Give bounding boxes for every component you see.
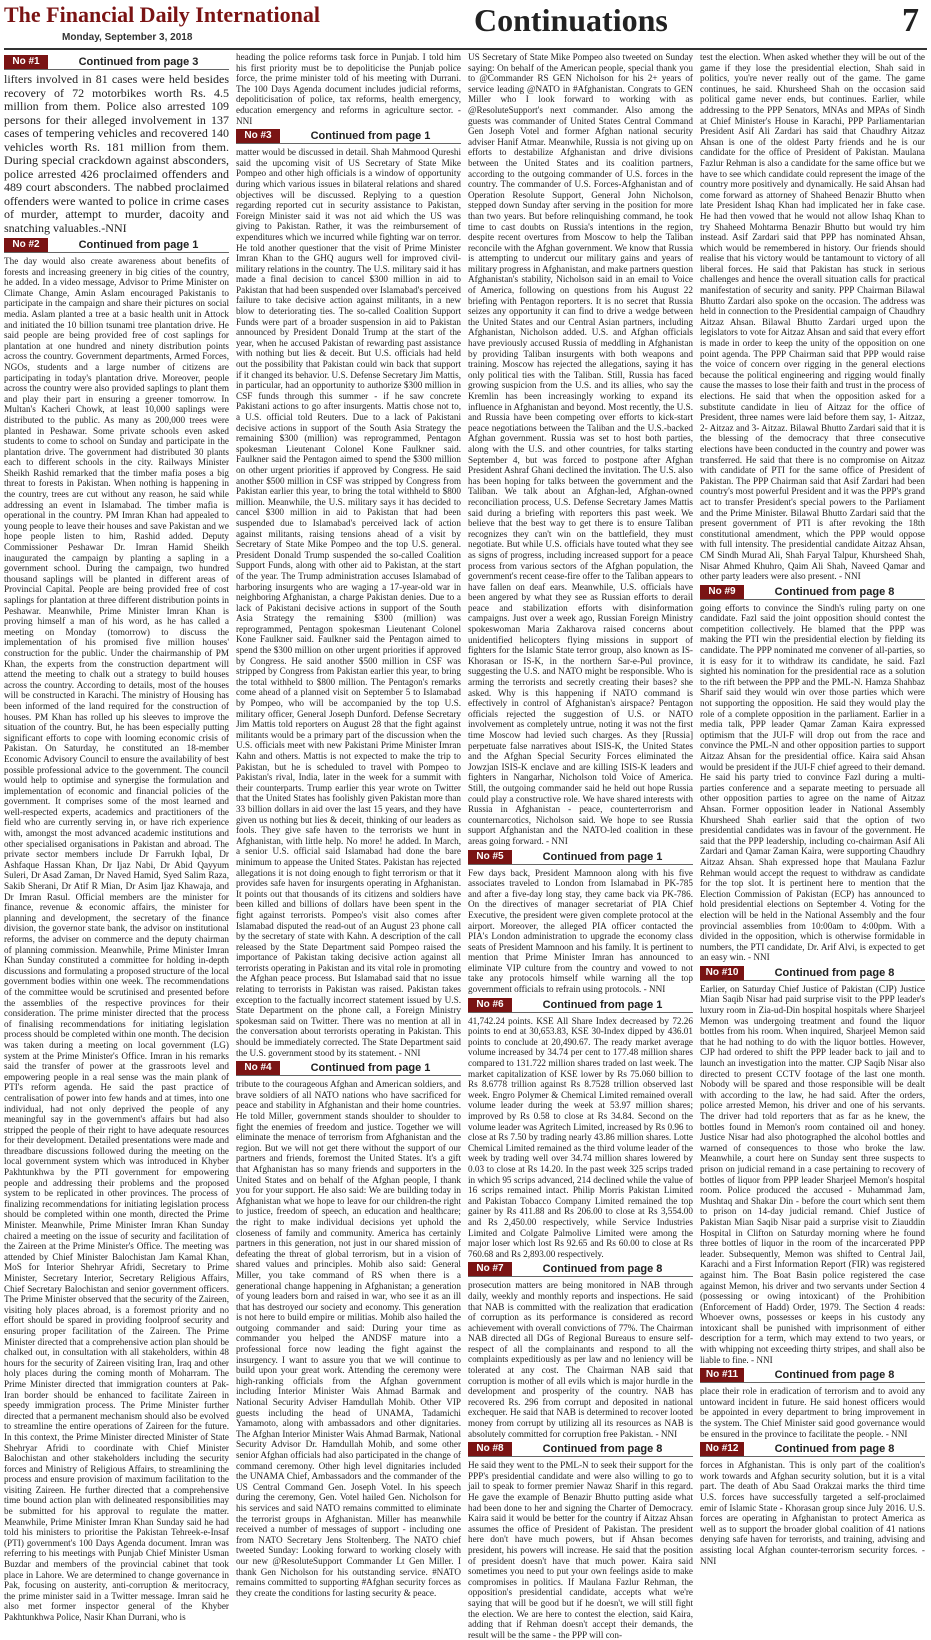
continuation-header	[700, 966, 925, 981]
masthead-rule	[4, 48, 927, 50]
continuation-header	[468, 1442, 693, 1457]
article-text: forces in Afghanistan. This is only part of the coalition's work towards and Afghan security solution, but it is a vital part. The death of Abu Saad Orakzai marks the third time U.S. forces have successfully targeted a self-proclaimed emir of Islamic State - Khorasan group since July 2016. U.S. forces are operating in Afghanistan to protect America as well as to support the broader global coalition of 41 nations denying safe haven for terrorists, and training, advising and assisting local Afghan counter-terrorism security forces. - NNI	[700, 1460, 925, 1566]
article-text: 41,742.24 points. KSE All Share Index decreased by 72.26 points to end at 30,653.83, KSE 30-Index dipped by 436.01 points to conclude at 20,490.67. The ready market average volume increased by 34.74 per cent to 177.48 million shares compared to 131.722 million shares traded on last week. The market capitalization of KSE lower by Rs 75.060 billion to Rs 8.6778 trillion against Rs 8.7528 trillion observed last week. Engro Polymer & Chemical Limited remained overall volume leader during the week at 53.97 million shares; improved by Rs 0.58 to close at Rs 34.84. Second on the volume leader was Agritech Limited, increased by Rs 0.96 to close at Rs 7.50 by trading nearly 43.86 million shares. Lotte Chemical Limited remained as the third volume leader of the week by trading well over 34.74 million shares lowered by 0.03 to close at Rs 14.20. In the past week 325 scrips traded in which 95 scrips advanced, 214 declined while the value of 16 scrips remained intact. Philip Morris Pakistan Limited and Pakistan Tobacco Company Limited remained the top gainer by Rs 411.88 and Rs 206.00 to close at Rs 3,554.00 and Rs 2,450.00 respectively, while Service Industries Limited and Colgate Palmolive Limited were among the major loser which lost Rs 92.65 and Rs 60.00 to close at Rs 760.68 and Rs 2,893.00 respectively.	[468, 1015, 693, 1259]
continuation-title: Continued from page 1	[542, 998, 663, 1011]
continuation-header	[236, 1061, 461, 1076]
continuation-header	[236, 129, 461, 144]
continuation-title: Continued from page 8	[774, 585, 895, 598]
continuation-number: No #2	[4, 238, 48, 252]
column-2	[236, 52, 461, 1598]
continuation-title: Continued from page 8	[774, 1369, 895, 1382]
continuation-number: No #11	[700, 1368, 744, 1382]
continuation-header	[468, 998, 693, 1013]
article-columns	[4, 52, 927, 1640]
column-4	[700, 52, 925, 1566]
page-number: 7	[902, 2, 919, 39]
article-text: heading the police reforms task force in Punjab. I told him his first priority must be to depoliticise the Punjab police force, the prime minister told of his meeting with Durrani. The 100 Days Agenda document includes judicial reforms, depoliticisation of police, tax reforms, health emergency, education emergency and reforms in agriculture sector. - NNI	[236, 52, 461, 126]
continuation-number: No #1	[4, 55, 48, 69]
article-text: going efforts to convince the Sindh's ruling party on one candidate. Fazl said the joint opposition should contest the competition collectively. He blamed that the PPP was making the PTI win the presidential election by fielding its candidate. The PPP nominated me convener of all-parties, so it is easy for it to withdraw its candidate, he said. Fazl sighted his nomination for the presidential race as a solution to the rift between the PPP and the PML-N. Hamza Shahbaz Sharif said they would win over those parties which were not supporting the opposition. He said they would play the role of a complete opposition in the parliament. Earlier in a media talk, PPP leader Qamar Zaman Kaira expressed optimism that the JUI-F will drop out from the race and convince the PML-N and other opposition parties to support Aitzaz Ahsan for the presidential office. Kaira said Ahsan would be president if the JUI-F chief agreed to their demand. He said his party tried to convince Fazl during a multi-parties conference and a separate meeting to persuade all other opposition parties to agree on the name of Aitzaz Ahsan. Former opposition leader in National Assembly Khursheed Shah earlier said that the option of two presidential candidates was in favour of the government. He said that the PPP leadership, including co-chairman Asif Ali Zardari and Qamar Zaman Kaira, were supporting Chaudhry Aitzaz Ahsan. Shah expressed hope that Maulana Fazlur Rehman would accept the request to withdraw as candidate for the top slot. It is pertinent here to mention that the Election Commission of Pakistan (ECP) has announced to hold presidential elections on September 4. Voting for the election will be held in the National Assembly and the four provincial assemblies from 10:00am to 4:00pm. With a divided in the opposition, which is otherwise formidable in numbers, the PTI candidate, Dr. Arif Alvi, is expected to get an easy win. - NNI	[700, 602, 925, 963]
continuation-header	[468, 850, 693, 865]
article-text: He said they went to the PML-N to seek their support for the PPP's presidential candidate and were also willing to go to jail to speak to former premier Nawaz Sharif in this regard. He gave the example of Benazir Bhutto putting aside what had been done to her and signing the Charter of Democracy. Kaira said it would be better for the country if Aitzaz Ahsan assumes the office of President of Pakistan. The president here don't have much powers, but if Ahsan becomes president, his powers will increase. He said that the position of president doesn't have that much power. Kaira said sometimes you need to put your own feelings aside to make compromises in politics. If Maulana Fazlur Rehman, the opposition's presidential candidate, accepts what we're saying that will be good but if he doesn't, we will still fight the election. We are here to contest the election, said Kaira, adding that if Rehman doesn't accept their demands, the result will be the same - the PPP will con-	[468, 1460, 693, 1640]
issue-date: Monday, September 3, 2018	[62, 32, 193, 43]
article-text: The day would also create awareness about benefits of forests and increasing greenery in big cities of the country, he added. In a video message, Advisor to Prime Minister on Climate Change, Amin Aslam encouraged Pakistanis to participate in the campaign and share their pictures on social media. Aslam planted a tree at a basic health unit in Attock and initiated the 10 billion tsunami tree plantation drive. He said people are being provided free of cost saplings for plantation at one hundred and ninety distribution points across the country. Government departments, Armed Forces, NGOs, students and a large number of citizens are participating in today's plantation drive. Moreover, people across the country were also provided saplings to plant them and play their part in ensuring a greener tomorrow. In Multan's Kacheri Chowk, at least 10,000 saplings were distributed to the public. As many as 200,000 trees were planted in Peshawar. Some private schools even asked students to come to school on Sunday and participate in the plantation drive. The government had distributed 30 plants each to different schools in the city. Railways Minister Sheikh Rashid remarked that the timber mafia poses a big threat to forests in Pakistan. When nothing is happening in the country, trees are cut without any reason, he said while addressing an event in Islamabad. The timber mafia is operational in the country. PM Imran Khan had appealed to young people to leave their houses and save Pakistan and we hope people listen to him, Rashid added. Deputy Commissioner Peshawar Dr. Imran Hamid Sheikh inaugurated the campaign by planting a sapling in a government school. During the campaign, two hundred thousand saplings will be planted in different areas of Provincial Capital. People are being provided free of cost saplings for plantation at three different distribution points in Peshawar. Meanwhile, Prime Minister Imran Khan is proving himself a man of his word, as he has called a meeting on Monday (tomorrow) to discuss the implementation of his promised five million houses' construction for the public. Under the chairmanship of PM Khan, the experts from the construction department will attend the meeting to chalk out a strategy to build houses across the country. According to details, most of the houses will be constructed in Karachi. The ministry of Housing has been informed of the land required for the construction of houses. PM Khan has rolled up his sleeves to improve the situation of the country. But, he has been especially putting significant efforts to cope with looming economic crisis of Pakistan. On Saturday, he constituted an 18-member Economic Advisory Council to ensure the availability of best possible professional advice to the government. The council would help to optimise and synergise the formulation and implementation of economic and financial policies of the government. It comprises some of the most learned and well-respected experts, academics and practitioners of the field who are currently serving in, or have rich experience with, amongst the most advanced academic institutions and other specialised organisations in Pakistan and abroad. The private sector members include Dr Farrukh Iqbal, Dr Ashfaque Hassan Khan, Dr Ijaz Nabi, Dr Abid Qayyum Suleri, Dr Asad Zaman, Dr Naved Hamid, Syed Salim Raza, Sakib Sherani, Dr Atif R Mian, Dr Asim Ijaz Khawaja, and Dr Imran Rasul. Official members are the minister for finance, revenue & economic affairs, the minister for planning and development, the secretary of the finance division, the governor state bank, the advisor on institutional reforms, the adviser on commerce and the deputy chairman of planning commission. Meanwhile, Prime Minister Imran Khan Sunday constituted a committee for holding in-depth discussions and formulating a proposed structure of the local government bodies within one week. The recommendations of the committee would be scrutinised and presented before the assemblies of the respective provinces for their consideration. The prime minister directed that the process of finalising recommendations for initiating legislation process should be completed within one month. The decision was taken during a meeting on local government (LG) system at the Prime Minister's Office. Imran in his remarks said the transfer of power at the grassroots level and empowering people in a real sense was the main plank of PTI's reform agenda. He said the past practice of centralisation of power into few hands and at times, into one individual, had not only deprived the people of any meaningful say in the government's affairs but had also stripped the people of their right to have adequate resources for their development. Detailed presentations were made and threadbare discussions followed during the meeting on the local government system which was introduced in Khyber Pakhtunkhwa by the PTI government for empowering people and addressing their problems and the proposed system to be replicated in other provinces. The process of finalizing recommendations for initiating legislation process should be completed within one month, directed the Prime Minister. Meanwhile, Prime Minister Imran Khan Sunday chaired a meeting on the issue of security and facilitation of the Zaireen at the Prime Minister's Office. The meeting was attended by Chief Minister Balochistan Jam Kamal Khan, MoS for Interior Shehryar Afridi, Secretary to Prime Minister, Secretary Interior, Secretary Religious Affairs, Chief Secretary Balochistan and senior government officers. The Prime Minister observed that the security of the Zaireen, visiting holy places abroad, is a foremost priority and no effort should be spared in providing foolproof security and ensuring proper facilitation of the Zaireen. The Prime Minister directed that a comprehensive action plan should be chalked out, in consultation with all stakeholders, within 48 hours for the security of Zaireen visiting Iran, Iraq and other holy places during the coming month of Moharram. The Prime Minister directed that immigration counters at Pak-Iran border should be enhanced to facilitate Zaireen in speedy immigration process. The Prime Minister further directed that a permanent mechanism should also be evolved to streamline the entire operations of Zaireen for the future. In this context, the Prime Minister directed Minister of State Shehryar Afridi to coordinate with Chief Minister Balochistan and other stakeholders including the security forces and Ministry of Religious Affairs, to streamlining the process and ensure provision of maximum facilitation to the visiting Zaireen. He further directed that a comprehensive time bound action plan with delineated responsibilities may be submitted for his approval to regulate the matter. Meanwhile, Prime Minister Imran Khan Sunday said he had told his ministers to prioritise the Pakistan Tehreek-e-Insaf (PTI) government's 100 Days Agenda document. Imran was referring to his meetings with Punjab Chief Minister Usman Buzdar and members of the provincial cabinet that took place in Lahore. We are determined to change governance in Pak, focusing on austerity, anti-corruption & meritocracy, the prime minister said in a Twitter message. Imran said he also met former inspector general of the Khyber Pakhtunkhwa Police, Nasir Khan Durrani, who is	[4, 256, 229, 1622]
article-text: prosecution matters are being monitored in NAB through daily, weekly and monthly reports and inspections. He said that NAB is committed with the realization that eradication of corruption as its performance is considered as record achievement with overall convictions of 77%. The Chairman NAB directed all DGs of Regional Bureaus to ensure self-respect of all the complainants and respond to all the complaints expeditiously as per law and no leniency will be tolerated at any cost. The Chairman NAB said that corruption is mother of all evils which is major hurdle in the development and prosperity of the country. NAB has recovered Rs. 296 from corrupt and deposited in national exchequer. He said that NAB is determined to recover looted money from corrupt by utilizing all its resources as NAB is absolutely committed for corruption free Pakistan. - NNI	[468, 1280, 693, 1439]
continuation-title: Continued from page 8	[774, 966, 895, 979]
article-text: tribute to the courageous Afghan and American soldiers, and brave soldiers of all NATO nations who have sacrificed for peace and stability in Afghanistan and their home countries. He told Miller, government stands shoulder to shoulder to fight the enemies of freedom and justice. Together we will eliminate the menace of terrorism from Afghanistan and the region. But we will not get there without the support of our partners and friends, foremost the United States. It's a gift that Afghanistan has so many friends and supporters in the United States and on behalf of the Afghan people, I thank you for your support. He also said: We are building today in Afghanistan what we hope to leave for our children-the right to justice, freedom of speech, an education and healthcare; the right to make individual decisions yet uphold the closeness of family and community. America has certainly partners in this generation, not just in our shared mission of defeating the threat of global terrorism, but in a vision of shared values and principles. Mohib also said: General Miller, you take command of RS when there is a generational change happening in Afghanistan; a generation of young leaders born and raised in war, who see it as an ill that has destroyed our society and economy. This generation is not here to build empire or militias. Mohib also hailed the outgoing commander and said: During your time as commander you helped the ANDSF mature into a professional force now leading the fight against the insurgency. I want to assure you that we will continue to build upon your great work. Attending the ceremony were high-ranking officials from the Afghan government including Interior Minister Wais Ahmad Barmak and National Security Adviser Hamdullah Mohib. Other VIP guests including the head of UNAMA, Tadamichi Yamamoto, along with ambassadors and other dignitaries. The Afghan Interior Minister Wais Ahmad Barmak, National Security Advisor Dr. Hamdullah Mohib, and some other senior Afghan officials had also participated in the change of command ceremony. Other high level dignitaries included the UNAMA Chief, Ambassadors and the commander of the US Central Command Gen. Joseph Votel. In his speech during the ceremony, Gen. Votel hailed Gen. Nicholson for his services and said NATO remains committed to eliminate the terrorist groups in Afghanistan. Miller has meanwhile received a number of messages of support - including one from NATO Secretary Jens Stoltenberg. The NATO chief tweeted Sunday: Looking forward to working closely with our new @ResoluteSupport Commander Lt Gen Miller. I thank Gen Nicholson for his outstanding service. #NATO remains committed to supporting #Afghan security forces as they create the conditions for lasting security & peace.	[236, 1079, 461, 1598]
article-text: matter would be discussed in detail. Shah Mahmood Qureshi said the upcoming visit of US Secretary of State Mike Pompeo and other high officials is a window of opportunity during which various issues in bilateral relations and shared objectives will be discussed. Replying to a question regarding reported cut in security assistance to Pakistan, Foreign Minister said it was not aid which the US was giving to Pakistan. Rather, it was the reimbursement of expenditures which we incurred while fighting war on terror. He told another questioner that the visit of Prime Minister Imran Khan to the GHQ augurs well for improved civil-military relations in the country. The U.S. military said it has made a final decision to cancel $300 million in aid to Pakistan that had been suspended over Islamabad's perceived failure to take decisive action against militants, in a new blow to deteriorating ties. The so-called Coalition Support Funds were part of a broader suspension in aid to Pakistan announced by President Donald Trump at the start of the year, when he accused Pakistan of rewarding past assistance with nothing but lies & deceit. But U.S. officials had held out the possibility that Pakistan could win back that support if it changed its behavior. U.S. Defense Secretary Jim Mattis, in particular, had an opportunity to authorize $300 million in CSF funds through this summer - if he saw concrete Pakistani actions to go after insurgents. Mattis chose not to, a U.S. official told Reuters. Due to a lack of Pakistani decisive actions in support of the South Asia Strategy the remaining $300 (million) was reprogrammed, Pentagon spokesman Lieutenant Colonel Kone Faulkner said. Faulkner said the Pentagon aimed to spend the $300 million on other urgent priorities if approved by Congress. He said another $500 million in CSF was stripped by Congress from Pakistan earlier this year, to bring the total withheld to $800 million. Meanwhile, the U.S. military says it has decided to cancel $300 million in aid to Pakistan that had been suspended due to Islamabad's perceived lack of action against militants, raising tensions ahead of a visit by Secretary of State Mike Pompeo and the top U.S. general. President Donald Trump suspended the so-called Coalition Support Funds, along with other aid to Pakistan, at the start of the year. The Trump administration accuses Islamabad of harboring insurgents who are waging a 17-year-old war in neighboring Afghanistan, a charge Pakistan denies. Due to a lack of Pakistani decisive actions in support of the South Asia Strategy the remaining $300 (million) was reprogrammed, Pentagon spokesman Lieutenant Colonel Kone Faulkner said. Faulkner said the Pentagon aimed to spend the $300 million on other urgent priorities if approved by Congress. He said another $500 million in CSF was stripped by Congress from Pakistan earlier this year, to bring the total withheld to $800 million. The Pentagon's remarks come ahead of a planned visit on September 5 to Islamabad by Pompeo, who will be accompanied by the top U.S. military officer, General Joseph Dunford. Defense Secretary Jim Mattis told reporters on August 28 that the fight against militants would be a primary part of the discussion when the U.S. officials meet with new Pakistani Prime Minister Imran Kahn and others. Mattis is not expected to make the trip to Pakistan, but he is scheduled to travel with Pompeo to Pakistan's rival, India, later in the week for a summit with their counterparts. Trump earlier this year wrote on Twitter that the United States has foolishly given Pakistan more than 33 billion dollars in aid over the last 15 years, and they have given us nothing but lies & deceit, thinking of our leaders as fools. They give safe haven to the terrorists we hunt in Afghanistan, with little help. No more! he added. In March, a senior U.S. official said Islamabad had done the bare minimum to appease the United States. Pakistan has rejected allegations it is not doing enough to fight terrorism or that it provides safe haven for insurgents operating in Afghanistan. It points out that thousands of its citizens and soldiers have been killed and billions of dollars have been spent in the fight against terrorists. Pompeo's visit also comes after Islamabad disputed the read-out of an August 23 phone call by the secretary of state with Kahn. A description of the call released by the State Department said Pompeo raised the importance of Pakistan taking decisive action against all terrorists operating in Pakistan and its vital role in promoting the Afghan peace process. But Islamabad said that no issue relating to terrorists in Pakistan was raised. Pakistan takes exception to the factually incorrect statement issued by U.S. State Department on the phone call, a Foreign Ministry spokesman said on Twitter. There was no mention at all in the conversation about terrorists operating in Pakistan. This should be immediately corrected. The State Department said the U.S. government stood by its statement. - NNI	[236, 147, 461, 1058]
publication-title: The Financial Daily International	[4, 2, 320, 27]
continuation-title: Continued from page 1	[310, 1062, 431, 1075]
continuation-header	[4, 55, 229, 70]
continuation-header	[4, 238, 229, 253]
continuation-title: Continued from page 8	[774, 1443, 895, 1456]
continuation-number: No #4	[236, 1061, 280, 1075]
continuation-title: Continued from page 3	[78, 56, 199, 68]
continuation-title: Continued from page 8	[542, 1443, 663, 1456]
column-3	[468, 52, 693, 1640]
article-text: test the election. When asked whether they will be out of the game if they lose the presidential election, Shah said in politics, you're never really out of the game. The game continues, he said. Khursheed Shah on the occasion said political game never ends, but continues. Earlier, while addressing to the PPP Senators, MNAs and MPAs of Sindh at Chief Minister's House in Karachi, PPP Parliamentarian President Asif Ali Zardari has said that Chaudhry Aitzaz Ahsan is one of the oldest Party friends and he is our candidate for the office of President of Pakistan. Maulana Fazlur Rehman is also a candidate for the same office but we have to see which candidate could represent the image of the country more positively and dynamically. He said Ahsan had come forward as attorney of Shaheed Benazir Bhutto when late President Ishaq Khan had implicated her in fake case. He had then vowed that he would not allow Ishaq Khan to try Shaheed Mohtarma Benazir Bhutto but would try him instead. Asif Zardari said that PPP has nominated Ahsan, which would be remembered in history. Our friends should realise that his victory would be tantamount to victory of all liberal forces. He said that Pakistan has stuck in serious challenges and hence the overall situation calls for practical manifestation of security and sanity. PPP Chairman Bilawal Bhutto Zardari also spoke on the occasion. The address was held in connection to the Presidential campaign of Chaudhry Aitzaz Ahsan. Bilawal Bhutto Zardari urged upon the legislators to vote for Aitzaz Ahsan and said that every effort is made in order to keep the unity of the opposition on one point agenda. The PPP Chairman said that PPP would raise the voice of concern over rigging in the general elections because the political engineering and rigging would finally cause the masses to lose their faith and trust in the process of elections. He said that when the opposition asked for a substitute candidate in lieu of Aitzaz for the office of President, three names were laid before them say, 1- Aitzaz, 2- Aitzaz and 3- Aitzaz. Bilawal Bhutto Zardari said that it is the blessing of the democracy that three consecutive elections have been conducted in the country and power was transferred. He said that there is no compromise on Aitzaz with candidate of PTI for the same office of President of Pakistan. The PPP Chairman said that Asif Zardari had been country's most powerful President and it was the PPP's grand act to transfer President's special powers to the Parliament and the Prime Minister. Bilawal Bhutto Zardari said that the present government of PTI is after revoking the 18th constitutional amendment, which the PPP would oppose with full intensity. The presidential candidate Aitzaz Ahsan, CM Sindh Murad Ali, Shah Faryal Talpur, Khursheed Shah, Nisar Ahmed Khuhro, Qaim Ali Shah, Naveed Qamar and other party leaders were also present. - NNI	[700, 52, 925, 582]
continuation-number: No #9	[700, 585, 744, 599]
column-1	[4, 52, 229, 1622]
continuation-number: No #3	[236, 129, 280, 143]
continuation-title: Continued from page 1	[542, 850, 663, 863]
continuation-title: Continued from page 1	[78, 239, 199, 251]
continuation-number: No #12	[700, 1442, 744, 1456]
continuation-header	[700, 1442, 925, 1457]
article-text: Few days back, President Mamnoon along with his five associates traveled to London from Islamabad in PK-785 and after a five-day long stay, they came back via PK-786. On the directives of manager secretariat of PIA Chief Executive, the president were given complete protocol at the airport. Moreover, the alleged PIA officer contacted the PIA's London administration to upgrade the economy class seats of President Mamnoon and his family. It is pertinent to mention that Prime Minister Imran has announced to eliminate VIP culture from the country and vowed to not take any protocols himself while warning all the top government officials to refrain using protocols. - NNI	[468, 867, 693, 995]
continuation-number: No #6	[468, 998, 512, 1012]
article-text: Earlier, on Saturday Chief Justice of Pakistan (CJP) Justice Mian Saqib Nisar had paid surprise visit to the PPP leader's luxury room in Zia-ud-Din hospital hospitals where Sharjeel Memon was undergoing treatment and found the liquor bottles from his room. When inquired, Sharjeel Memon said that he had nothing to do with the liquor bottles. However, CJP had ordered to shift the PPP leader back to jail and to launch an investigation into the matter. CJP Saqib Nisar also directed to present CCTV footage of the last one month. Nobody will be spared and those responsible will be dealt with according to the law, he had said. After the orders, police arrested Memon, his driver and one of his servants. The driver had told reporters that as far as he knew, the bottles found in Memon's room contained oil and honey. Justice Nisar had also photographed the alcohol bottles and warned of consequences to those who broke the law. Meanwhile, a court here on Sunday sent three suspects to prison on judicial remand in a case pertaining to recovery of bottles of liquor from PPP leader Sharjeel Memon's hospital room. Police produced the accused - Muhammad Jam, Mushtaq and Shakar Din - before the court which sent them to prison on 14-day judicial remand. Chief Justice of Pakistan Mian Saqib Nisar paid a surprise visit to Ziauddin Hospital in Clifton on Saturday morning where he found three bottles of liquor in the room of the incarcerated PPP leader. Subsequently, Memon was shifted to Central Jail, Karachi and a First Information Report (FIR) was registered against him. The Boat Basin police registered the case against Memon, his driver and two servants under Section 4 (possessing or owing intoxicant) of the Prohibition (Enforcement of Hadd) Order, 1979. The Section 4 reads: Whoever owns, possesses or keeps in his custody any intoxicant shall be punished with imprisonment of either description for a term, which may extend to two years, or with whipping not exceeding thirty stripes, and shall also be liable to fine. - NNI	[700, 983, 925, 1365]
section-title: Continuations	[474, 2, 668, 38]
continuation-header	[468, 1262, 693, 1277]
continuation-title: Continued from page 1	[310, 130, 431, 143]
continuation-number: No #7	[468, 1262, 512, 1276]
continuation-header	[700, 585, 925, 600]
continuation-number: No #8	[468, 1442, 512, 1456]
continuation-title: Continued from page 8	[542, 1263, 663, 1276]
continuation-number: No #10	[700, 966, 744, 980]
article-text: US Secretary of State Mike Pompeo also tweeted on Sunday saying: On behalf of the American people, special thank you to @Commander RS GEN Nicholson for his 2+ years of service leading @NATO in #Afghanistan. Congrats to GEN Miller who I look forward to working with as @ResoluteSupport's next commander. Also among the guests was commander of United States Central Command Gen Joseph Votel and former Afghan national security adviser Hanif Atmar. Meanwhile, Russia is not giving up on efforts to destabilize Afghanistan and drive divisions between the United States and its coalition partners, according to the outgoing commander of U.S. forces in the country. The commander of U.S. Forces-Afghanistan and of Operation Resolute Support, General John Nicholson, stepped down Sunday after serving in the position for more than two years. But before relinquishing command, he took time to cast doubts on Russia's intentions in the region, despite recent overtures from Moscow to help the Taliban reconcile with the Afghan government. We know that Russia is attempting to undercut our military gains and years of military progress in Afghanistan, and make partners question Afghanistan's stability, Nicholson said in an email to Voice of America, following on questions from his August 22 briefing with Pentagon reporters. It is no secret that Russia seizes any opportunity it can find to drive a wedge between the United States and our Central Asian partners, including Afghanistan, Nicholson added. U.S. and Afghan officials have previously accused Russia of meddling in Afghanistan by providing Taliban insurgents with both weapons and training. Moscow has rejected the allegations, saying it has only political ties with the Taliban. Still, Russia has faced growing suspicion from the U.S. and its allies, who say the Kremlin has been increasingly working to expand its influence in Afghanistan and beyond. Most recently, the U.S. and Russia have been competing over efforts to kick-start peace negotiations between the Taliban and the U.S.-backed Afghan government. Russia was set to host both parties, along with the U.S. and other countries, for talks starting September 4, but was forced to postpone after Afghan President Ashraf Ghani declined the invitation. The U.S. also has been hoping for talks between the government and the Taliban. We talk about an Afghan-led, Afghan-owned reconciliation process, U.S. Defense Secretary James Mattis said during a briefing with reporters this past week. We believe that the best way to get there is to ensure Taliban recognizes they can't win on the battlefield, they must negotiate. But while U.S. officials have touted what they see as signs of progress, including increased support for a peace process from various sectors of the Afghan population, the government's recent cease-fire offer to the Taliban appears to have fallen on deaf ears. Meanwhile, U.S. officials have been angered by what they see as Russian efforts to derail peace and stabilization efforts with disinformation campaigns. Just over a week ago, Russian Foreign Ministry spokeswoman Maria Zakharova raised concerns about unidentified helicopters flying missions in support of fighters for the Islamic State terror group, also known as IS-Khorasan or IS-K, in the northern Sar-e-Pul province, suggesting the U.S. and NATO might be responsible. Who is arming the terrorists and secretly creating their bases? she asked. Why is this happening if NATO command is effectively in control of Afghanistan's airspace? Pentagon officials rejected the suggestion of U.S. or NATO involvement as completely untrue, noting it was not the first time Moscow had levied such charges. As they [Russia] perpetuate false narratives about ISIS-K, the United States and the Afghan Special Security Forces eliminated the Jowzjan ISIS-K enclave and are killing ISIS-K leaders and fighters in Nangarhar, Nicholson told Voice of America. Still, the outgoing commander said he held out hope Russia could play a constructive role. We have shared interests with Russia in Afghanistan - peace, counterterrorism and counternarcotics, Nicholson said. We hope to see Russia support Afghanistan and the NATO-led coalition in these areas going forward. - NNI	[468, 52, 693, 846]
continuation-number: No #5	[468, 850, 512, 864]
article-text: lifters involved in 81 cases were held besides recovery of 72 motorbikes worth Rs. 4.5 million from them. Police also arrested 109 persons for their alleged involvement in 137 cases of tempering vehicles and recovered 140 vehicles worth Rs. 181 million from them. During special crackdown against absconders, police arrested 426 proclaimed offenders and 489 court absconders. The nabbed proclaimed offenders were wanted to police in crime cases of murder, attempt to murder, dacoity and snatching valuables.-NNI	[4, 72, 229, 235]
continuation-header	[700, 1368, 925, 1383]
masthead	[4, 0, 927, 48]
article-text: place their role in eradication of terrorism and to avoid any untoward incident in future. He said honest officers would be appointed in every department to bring improvement in the system. The Chief Minister said good governance would be ensured in the province to facilitate the people. - NNI	[700, 1386, 925, 1439]
